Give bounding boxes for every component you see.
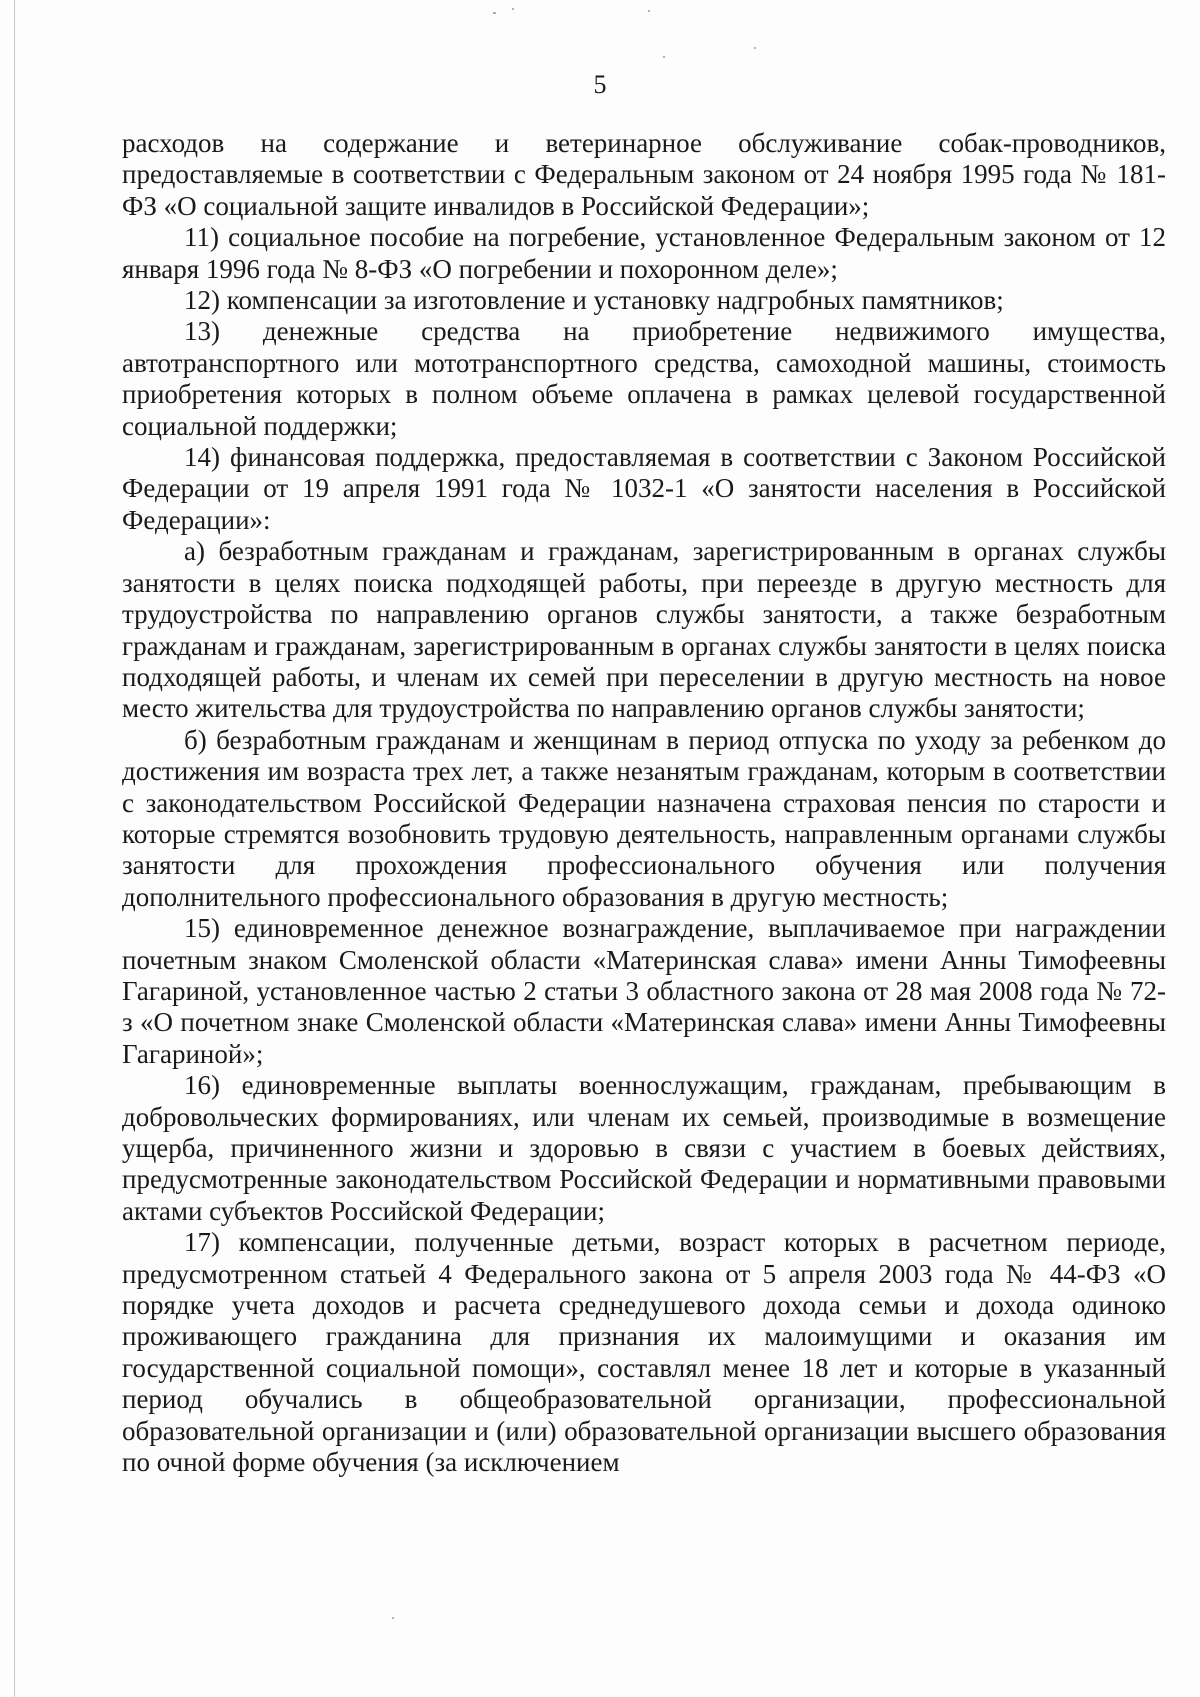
paragraph-item-15: 15) единовременное денежное вознаграждение, выплачиваемое при награждении почетным знаком Смоленской области «Материнская слава» имени Анны Тимофеевны Гагариной, установленное частью 2 статьи 3 областного закона от 28 мая 2008 года № 72-з «О почетном знаке Смоленской области «Материнская слава» имени Анны Тимофеевны Гагариной»; — [122, 913, 1166, 1069]
paragraph-item-17: 17) компенсации, полученные детьми, возраст которых в расчетном периоде, предусмотренном статьей 4 Федерального закона от 5 апреля 2003 года № 44-ФЗ «О порядке учета доходов и расчета среднедушевого дохода семьи и дохода одиноко проживающего гражданина для признания их малоимущими и оказания им государственной социальной помощи», составлял менее 18 лет и которые в указанный период обучались в общеобразовательной организации, профессиональной образовательной организации и (или) образовательной организации высшего образования по очной форме обучения (за исключением — [122, 1227, 1166, 1478]
scan-speck — [512, 8, 514, 10]
binding-edge-line — [14, 0, 15, 1697]
scan-speck — [493, 12, 496, 14]
paragraph-continuation: расходов на содержание и ветеринарное обслуживание собак-проводников, предоставляемые в соответствии с Федеральным законом от 24 ноября 1995 года № 181-ФЗ «О социальной защите инвалидов в Российской Федерации»; — [122, 128, 1166, 221]
paragraph-item-14a: а) безработным гражданам и гражданам, зарегистрированным в органах службы занятости в целях поиска подходящей работы, при переезде в другую местность для трудоустройства по направлению органов службы занятости, а также безработным гражданам и гражданам, зарегистрированным в органах службы занятости в целях поиска подходящей работы, и членам их семей при переселении в другую местность на новое место жительства для трудоустройства по направлению органов службы занятости; — [122, 536, 1166, 724]
document-body — [122, 128, 1166, 1478]
scan-speck — [663, 56, 665, 58]
paragraph-item-12: 12) компенсации за изготовление и установку надгробных памятников; — [184, 285, 1004, 316]
paragraph-item-14b: б) безработным гражданам и женщинам в период отпуска по уходу за ребенком до достижения им возраста трех лет, а также незанятым гражданам, которым в соответствии с законодательством Российской Федерации назначена страховая пенсия по старости и которые стремятся возобновить трудовую деятельность, направленным органами службы занятости для прохождения профессионального обучения или получения дополнительного профессионального образования в другую местность; — [122, 724, 1166, 912]
paragraph-item-14: 14) финансовая поддержка, предоставляемая в соответствии с Законом Российской Федерации от 19 апреля 1991 года № 1032-1 «О занятости населения в Российской Федерации»: — [122, 442, 1166, 535]
paragraph-item-16: 16) единовременные выплаты военнослужащим, гражданам, пребывающим в добровольческих формированиях, или членам их семьей, производимые в возмещение ущерба, причиненного жизни и здоровью в связи с участием в боевых действиях, предусмотренные законодательством Российской Федерации и нормативными правовыми актами субъектов Российской Федерации; — [122, 1070, 1166, 1226]
page-number: 5 — [593, 70, 607, 99]
paragraph-item-13: 13) денежные средства на приобретение недвижимого имущества, автотранспортного или мототранспортного средства, самоходной машины, стоимость приобретения которых в полном объеме оплачена в рамках целевой государственной социальной поддержки; — [122, 316, 1166, 441]
scan-speck — [392, 1617, 394, 1619]
scan-speck — [648, 10, 650, 12]
paragraph-item-11: 11) социальное пособие на погребение, установленное Федеральным законом от 12 января 1996 года № 8-ФЗ «О погребении и похоронном деле»; — [122, 222, 1166, 284]
scan-speck — [754, 47, 756, 49]
